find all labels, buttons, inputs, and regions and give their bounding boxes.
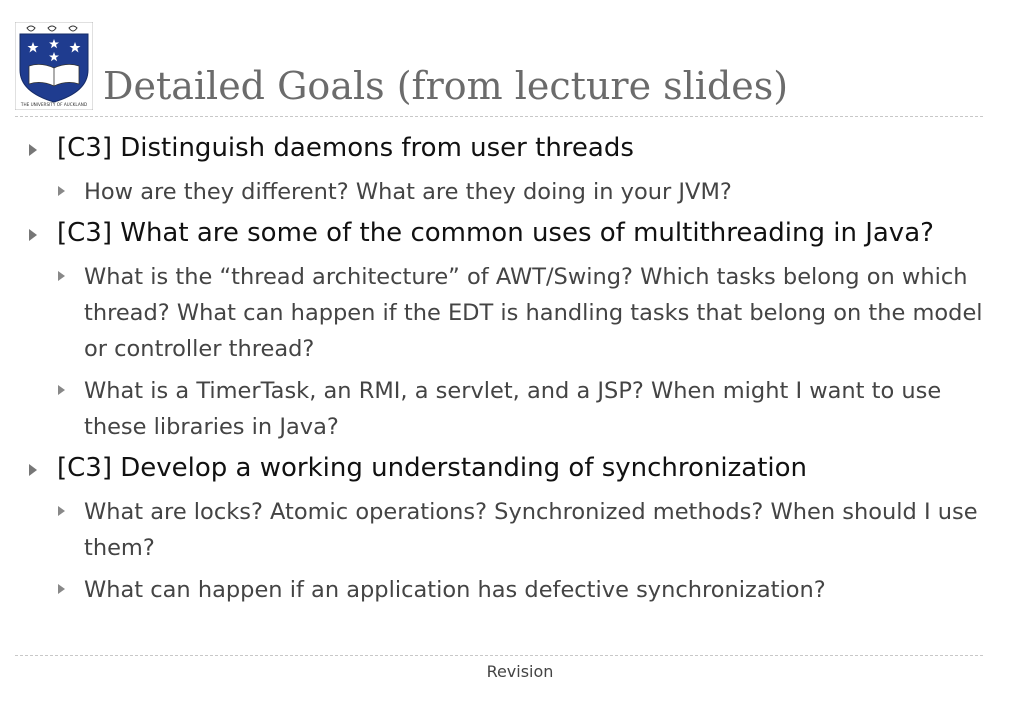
bullet-arrow-icon bbox=[29, 464, 37, 476]
sub-bullet-text: What are locks? Atomic operations? Synchronized methods? When should I use them? bbox=[84, 499, 978, 561]
bullet-text: [C3] Distinguish daemons from user threads bbox=[57, 133, 634, 163]
sub-bullet-item bbox=[28, 572, 988, 608]
slide-footer: Revision bbox=[486, 662, 554, 681]
bullet-item bbox=[28, 131, 988, 165]
bullet-arrow-icon bbox=[29, 229, 37, 241]
sub-bullet-item bbox=[28, 373, 988, 445]
slide-title: Detailed Goals (from lecture slides) bbox=[103, 64, 789, 108]
sub-bullet-arrow-icon bbox=[58, 186, 65, 196]
bullet-item bbox=[28, 216, 988, 250]
sub-bullet-item bbox=[28, 259, 988, 367]
sub-bullet-arrow-icon bbox=[58, 584, 65, 594]
sub-bullet-item bbox=[28, 174, 988, 210]
sub-bullet-item bbox=[28, 494, 988, 566]
sub-bullet-text: What can happen if an application has defective synchronization? bbox=[84, 577, 826, 603]
bullet-list bbox=[28, 131, 988, 614]
svg-text:THE UNIVERSITY OF AUCKLAND: THE UNIVERSITY OF AUCKLAND bbox=[20, 102, 88, 107]
bullet-text: [C3] What are some of the common uses of multithreading in Java? bbox=[57, 218, 934, 248]
sub-bullet-arrow-icon bbox=[58, 385, 65, 395]
sub-bullet-arrow-icon bbox=[58, 506, 65, 516]
university-crest-logo bbox=[15, 22, 93, 110]
bullet-text: [C3] Develop a working understanding of synchronization bbox=[57, 453, 808, 483]
title-divider bbox=[15, 116, 983, 117]
footer-divider bbox=[15, 655, 983, 656]
sub-bullet-text: What is a TimerTask, an RMI, a servlet, and a JSP? When might I want to use these libraries in Java? bbox=[84, 378, 942, 440]
bullet-item bbox=[28, 451, 988, 485]
sub-bullet-arrow-icon bbox=[58, 271, 65, 281]
sub-bullet-text: What is the “thread architecture” of AWT/Swing? Which tasks belong on which thread? What can happen if the EDT is handling tasks that belong on the model or controller thread? bbox=[84, 264, 983, 362]
bullet-arrow-icon bbox=[29, 144, 37, 156]
sub-bullet-text: How are they different? What are they doing in your JVM? bbox=[84, 179, 732, 205]
